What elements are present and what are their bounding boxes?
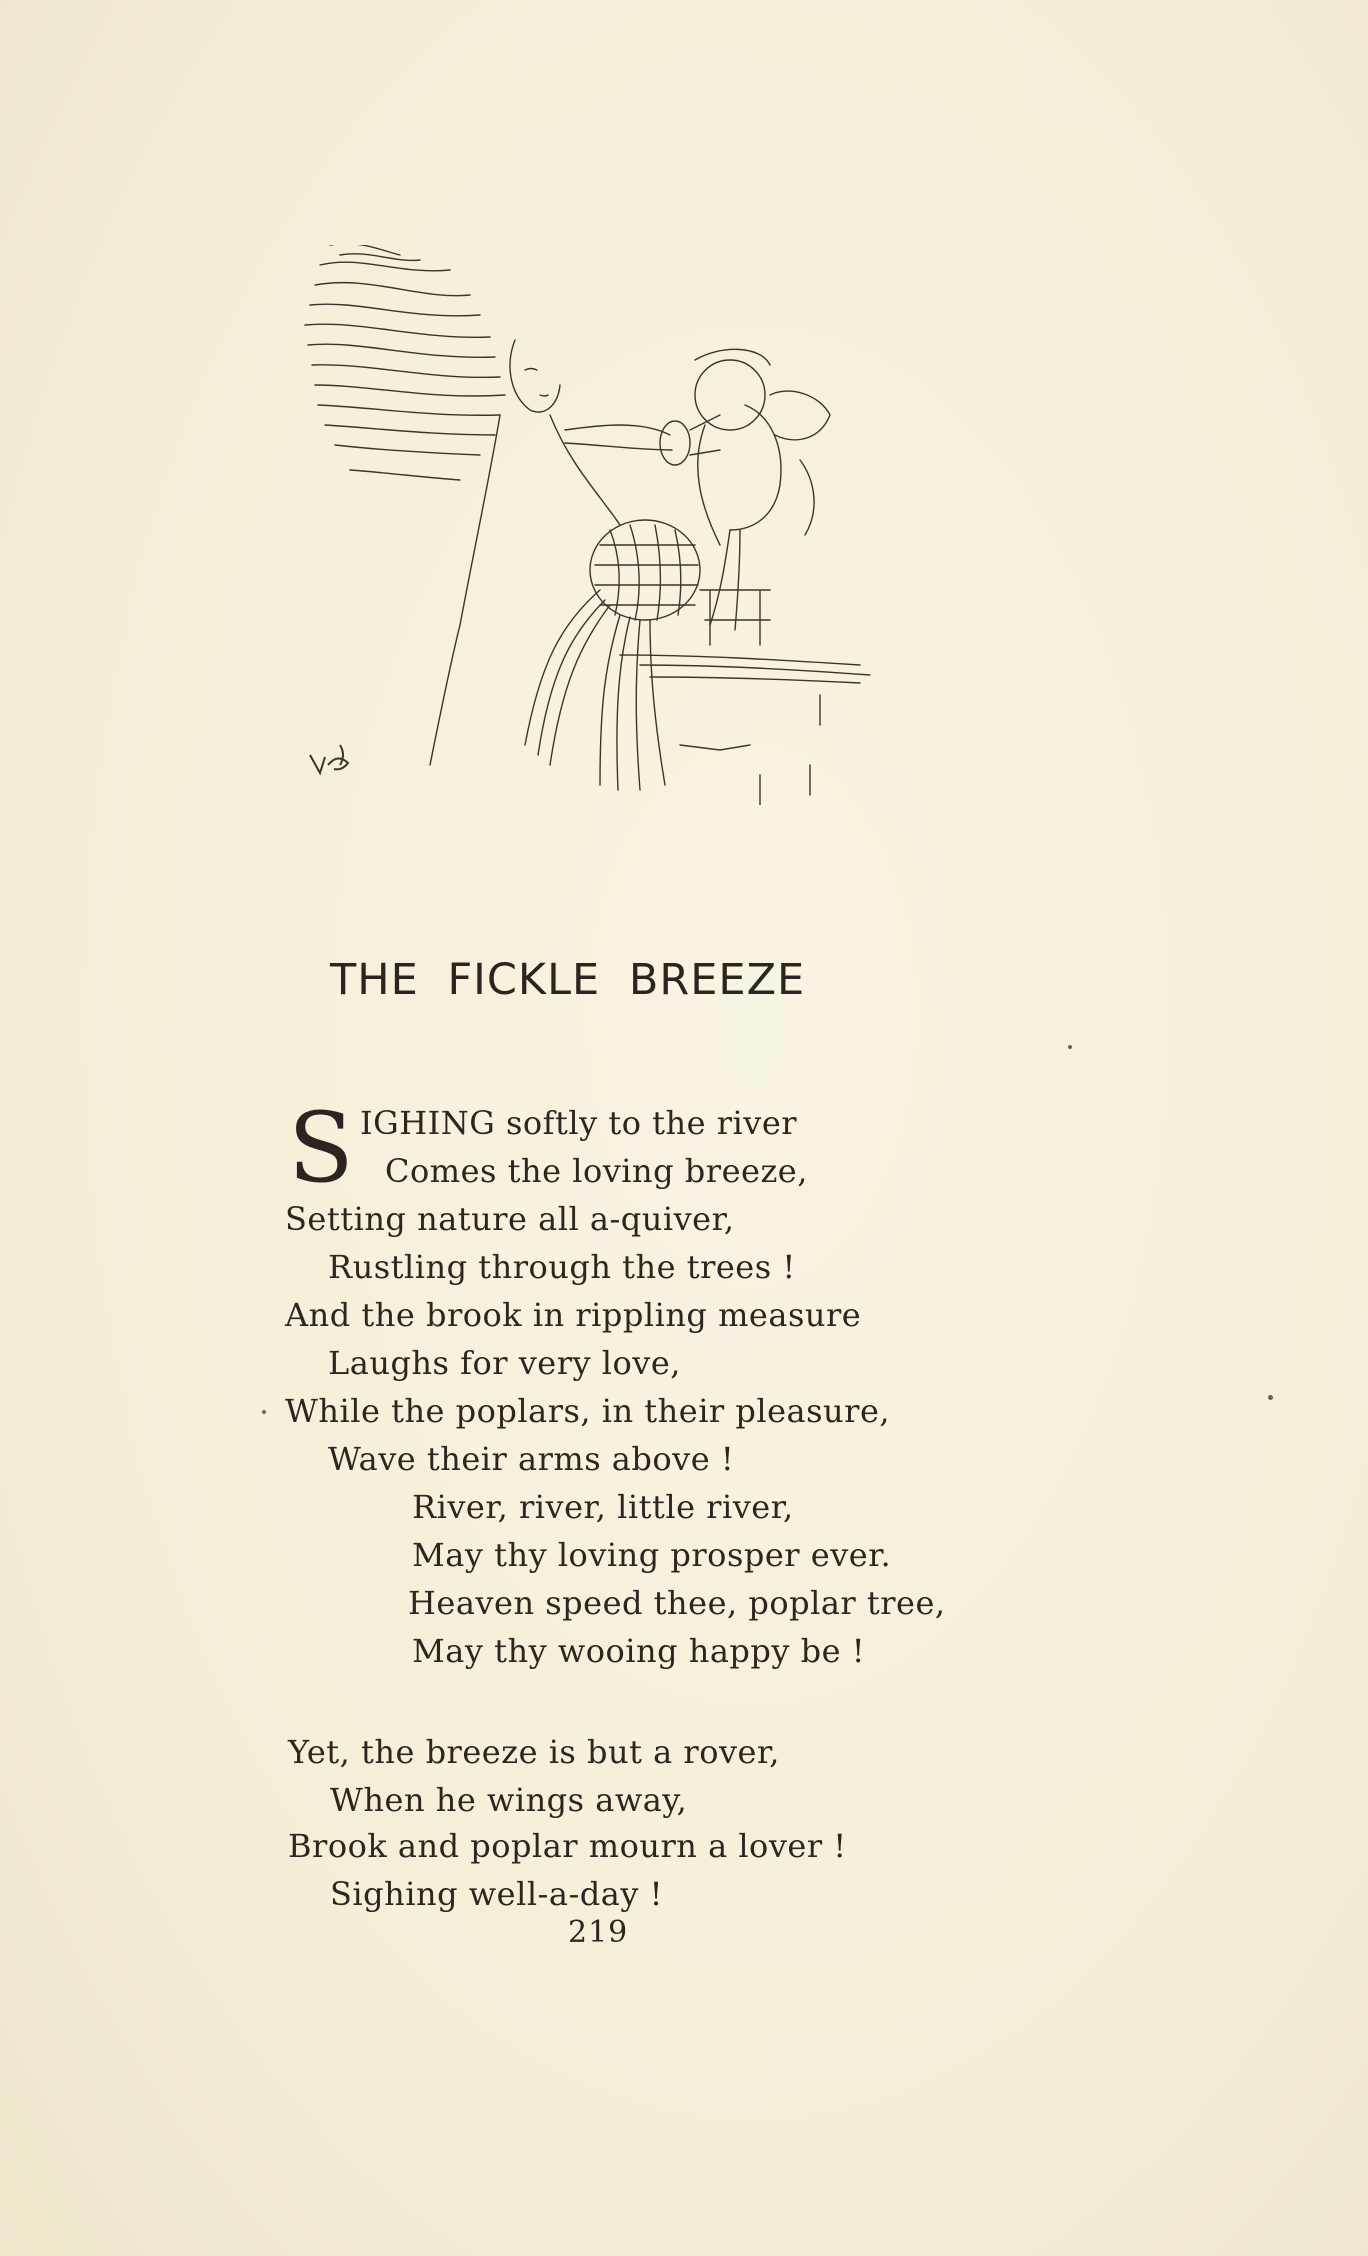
poem-line: Sighing well-a-day ! xyxy=(330,1875,663,1913)
poem-line: Setting nature all a-quiver, xyxy=(285,1200,735,1238)
poem-line: Brook and poplar mourn a lover ! xyxy=(288,1827,847,1865)
paper-speck xyxy=(1068,1045,1072,1049)
poem-line: Comes the loving breeze, xyxy=(385,1152,808,1190)
poem-line: When he wings away, xyxy=(330,1781,688,1819)
poem-line: Wave their arms above ! xyxy=(328,1440,735,1478)
poem-line: Heaven speed thee, poplar tree, xyxy=(408,1584,946,1622)
poem-line: May thy wooing happy be ! xyxy=(412,1632,866,1670)
poem-line: Yet, the breeze is but a rover, xyxy=(288,1733,780,1771)
poem-line: May thy loving prosper ever. xyxy=(412,1536,892,1574)
poem-line: Laughs for very love, xyxy=(328,1344,681,1382)
poem-line: Rustling through the trees ! xyxy=(328,1248,796,1286)
poem-line: River, river, little river, xyxy=(412,1488,794,1526)
paper-speck xyxy=(1268,1395,1273,1400)
page-number: 219 xyxy=(568,1915,629,1950)
poem-line: And the brook in rippling measure xyxy=(285,1296,862,1334)
poem-line: IGHING softly to the river xyxy=(360,1104,798,1142)
poem-title: THE FICKLE BREEZE xyxy=(330,955,806,1005)
artist-monogram-icon xyxy=(310,745,348,773)
breeze-illustration xyxy=(300,245,880,805)
paper-speck xyxy=(262,1410,266,1414)
poem-line: While the poplars, in their pleasure, xyxy=(285,1392,891,1430)
drop-cap: S xyxy=(288,1092,354,1204)
